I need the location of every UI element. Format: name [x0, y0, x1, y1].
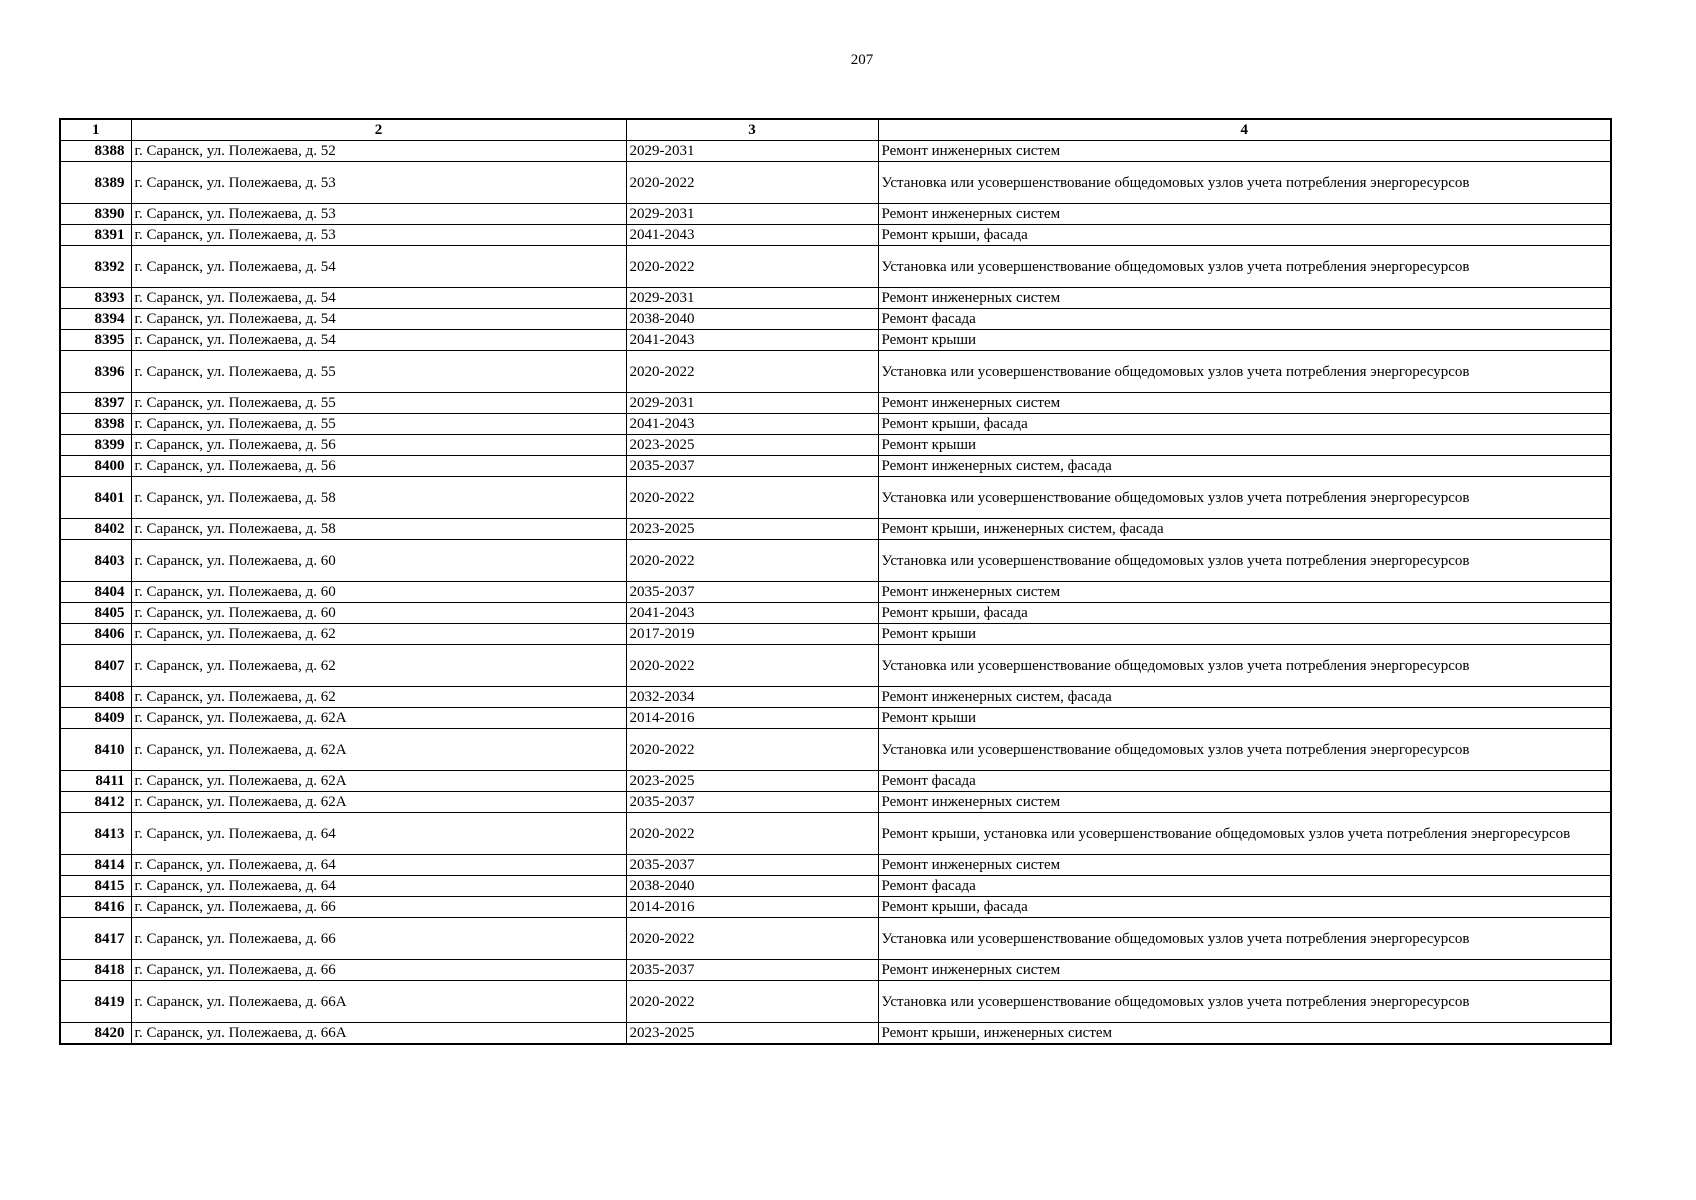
period-cell: 2020-2022 — [626, 351, 878, 393]
period-cell: 2020-2022 — [626, 918, 878, 960]
table-row — [60, 645, 1611, 687]
period-cell: 2023-2025 — [626, 435, 878, 456]
address-cell: г. Саранск, ул. Полежаева, д. 62 — [131, 645, 626, 687]
work-type-cell: Ремонт инженерных систем — [878, 855, 1611, 876]
work-type-cell: Ремонт крыши, инженерных систем — [878, 1023, 1611, 1045]
work-type-cell: Ремонт фасада — [878, 309, 1611, 330]
work-type-cell: Ремонт крыши, фасада — [878, 414, 1611, 435]
address-cell: г. Саранск, ул. Полежаева, д. 66А — [131, 981, 626, 1023]
work-type-cell: Установка или усовершенствование общедомовых узлов учета потребления энергоресурсов — [878, 246, 1611, 288]
table-row — [60, 330, 1611, 351]
address-cell: г. Саранск, ул. Полежаева, д. 55 — [131, 393, 626, 414]
table-row — [60, 813, 1611, 855]
work-type-cell: Ремонт фасада — [878, 876, 1611, 897]
work-type-cell: Ремонт крыши, фасада — [878, 225, 1611, 246]
period-cell: 2020-2022 — [626, 981, 878, 1023]
row-number: 8408 — [60, 687, 131, 708]
work-type-cell: Ремонт инженерных систем — [878, 141, 1611, 162]
row-number: 8400 — [60, 456, 131, 477]
period-cell: 2014-2016 — [626, 708, 878, 729]
work-type-cell: Ремонт крыши, фасада — [878, 603, 1611, 624]
address-cell: г. Саранск, ул. Полежаева, д. 60 — [131, 603, 626, 624]
row-number: 8409 — [60, 708, 131, 729]
row-number: 8419 — [60, 981, 131, 1023]
period-cell: 2020-2022 — [626, 645, 878, 687]
header-row — [60, 119, 1611, 141]
address-cell: г. Саранск, ул. Полежаева, д. 66А — [131, 1023, 626, 1045]
row-number: 8412 — [60, 792, 131, 813]
table-row — [60, 414, 1611, 435]
period-cell: 2020-2022 — [626, 162, 878, 204]
period-cell: 2038-2040 — [626, 309, 878, 330]
row-number: 8406 — [60, 624, 131, 645]
period-cell: 2035-2037 — [626, 792, 878, 813]
period-cell: 2029-2031 — [626, 204, 878, 225]
row-number: 8418 — [60, 960, 131, 981]
table-row — [60, 246, 1611, 288]
period-cell: 2020-2022 — [626, 729, 878, 771]
table-row — [60, 771, 1611, 792]
period-cell: 2020-2022 — [626, 813, 878, 855]
address-cell: г. Саранск, ул. Полежаева, д. 62А — [131, 771, 626, 792]
address-cell: г. Саранск, ул. Полежаева, д. 53 — [131, 162, 626, 204]
table-row — [60, 1023, 1611, 1045]
address-cell: г. Саранск, ул. Полежаева, д. 52 — [131, 141, 626, 162]
row-number: 8410 — [60, 729, 131, 771]
table-row — [60, 540, 1611, 582]
work-type-cell: Ремонт инженерных систем, фасада — [878, 456, 1611, 477]
row-number: 8403 — [60, 540, 131, 582]
work-type-cell: Установка или усовершенствование общедомовых узлов учета потребления энергоресурсов — [878, 918, 1611, 960]
period-cell: 2029-2031 — [626, 141, 878, 162]
period-cell: 2020-2022 — [626, 246, 878, 288]
row-number: 8395 — [60, 330, 131, 351]
table-row — [60, 204, 1611, 225]
work-type-cell: Ремонт крыши — [878, 330, 1611, 351]
work-type-cell: Установка или усовершенствование общедомовых узлов учета потребления энергоресурсов — [878, 981, 1611, 1023]
table-row — [60, 393, 1611, 414]
row-number: 8413 — [60, 813, 131, 855]
row-number: 8397 — [60, 393, 131, 414]
address-cell: г. Саранск, ул. Полежаева, д. 53 — [131, 204, 626, 225]
row-number: 8389 — [60, 162, 131, 204]
row-number: 8396 — [60, 351, 131, 393]
work-type-cell: Ремонт крыши, инженерных систем, фасада — [878, 519, 1611, 540]
work-type-cell: Установка или усовершенствование общедомовых узлов учета потребления энергоресурсов — [878, 729, 1611, 771]
address-cell: г. Саранск, ул. Полежаева, д. 56 — [131, 435, 626, 456]
table-row — [60, 162, 1611, 204]
work-type-cell: Ремонт фасада — [878, 771, 1611, 792]
address-cell: г. Саранск, ул. Полежаева, д. 62 — [131, 624, 626, 645]
table-body — [60, 141, 1611, 1045]
address-cell: г. Саранск, ул. Полежаева, д. 64 — [131, 813, 626, 855]
period-cell: 2032-2034 — [626, 687, 878, 708]
period-cell: 2023-2025 — [626, 519, 878, 540]
work-type-cell: Установка или усовершенствование общедомовых узлов учета потребления энергоресурсов — [878, 645, 1611, 687]
row-number: 8401 — [60, 477, 131, 519]
period-cell: 2041-2043 — [626, 603, 878, 624]
address-cell: г. Саранск, ул. Полежаева, д. 54 — [131, 246, 626, 288]
work-type-cell: Ремонт инженерных систем, фасада — [878, 687, 1611, 708]
column-header-4: 4 — [878, 119, 1611, 141]
row-number: 8391 — [60, 225, 131, 246]
table-row — [60, 477, 1611, 519]
table-row — [60, 981, 1611, 1023]
table-row — [60, 960, 1611, 981]
period-cell: 2023-2025 — [626, 771, 878, 792]
row-number: 8420 — [60, 1023, 131, 1045]
period-cell: 2035-2037 — [626, 855, 878, 876]
work-type-cell: Ремонт крыши, фасада — [878, 897, 1611, 918]
row-number: 8411 — [60, 771, 131, 792]
address-cell: г. Саранск, ул. Полежаева, д. 54 — [131, 288, 626, 309]
table-row — [60, 897, 1611, 918]
address-cell: г. Саранск, ул. Полежаева, д. 55 — [131, 414, 626, 435]
table-row — [60, 792, 1611, 813]
row-number: 8388 — [60, 141, 131, 162]
table-row — [60, 141, 1611, 162]
row-number: 8404 — [60, 582, 131, 603]
address-cell: г. Саранск, ул. Полежаева, д. 55 — [131, 351, 626, 393]
period-cell: 2041-2043 — [626, 225, 878, 246]
table-row — [60, 876, 1611, 897]
period-cell: 2041-2043 — [626, 414, 878, 435]
period-cell: 2020-2022 — [626, 477, 878, 519]
table-row — [60, 624, 1611, 645]
table-row — [60, 351, 1611, 393]
row-number: 8392 — [60, 246, 131, 288]
row-number: 8398 — [60, 414, 131, 435]
address-cell: г. Саранск, ул. Полежаева, д. 58 — [131, 477, 626, 519]
work-type-cell: Установка или усовершенствование общедомовых узлов учета потребления энергоресурсов — [878, 162, 1611, 204]
period-cell: 2041-2043 — [626, 330, 878, 351]
row-number: 8415 — [60, 876, 131, 897]
column-header-3: 3 — [626, 119, 878, 141]
period-cell: 2035-2037 — [626, 582, 878, 603]
table-row — [60, 729, 1611, 771]
table-row — [60, 855, 1611, 876]
work-type-cell: Ремонт инженерных систем — [878, 582, 1611, 603]
repair-schedule-table — [59, 118, 1612, 1045]
period-cell: 2029-2031 — [626, 288, 878, 309]
row-number: 8416 — [60, 897, 131, 918]
table-row — [60, 435, 1611, 456]
table-row — [60, 687, 1611, 708]
address-cell: г. Саранск, ул. Полежаева, д. 64 — [131, 855, 626, 876]
table-row — [60, 582, 1611, 603]
table-row — [60, 225, 1611, 246]
address-cell: г. Саранск, ул. Полежаева, д. 56 — [131, 456, 626, 477]
row-number: 8393 — [60, 288, 131, 309]
table-row — [60, 603, 1611, 624]
period-cell: 2020-2022 — [626, 540, 878, 582]
work-type-cell: Ремонт крыши — [878, 435, 1611, 456]
page-number: 207 — [850, 52, 874, 68]
address-cell: г. Саранск, ул. Полежаева, д. 54 — [131, 330, 626, 351]
address-cell: г. Саранск, ул. Полежаева, д. 53 — [131, 225, 626, 246]
address-cell: г. Саранск, ул. Полежаева, д. 54 — [131, 309, 626, 330]
address-cell: г. Саранск, ул. Полежаева, д. 64 — [131, 876, 626, 897]
table-row — [60, 456, 1611, 477]
address-cell: г. Саранск, ул. Полежаева, д. 58 — [131, 519, 626, 540]
address-cell: г. Саранск, ул. Полежаева, д. 66 — [131, 960, 626, 981]
period-cell: 2035-2037 — [626, 960, 878, 981]
period-cell: 2029-2031 — [626, 393, 878, 414]
work-type-cell: Ремонт инженерных систем — [878, 288, 1611, 309]
address-cell: г. Саранск, ул. Полежаева, д. 66 — [131, 897, 626, 918]
row-number: 8407 — [60, 645, 131, 687]
address-cell: г. Саранск, ул. Полежаева, д. 62А — [131, 729, 626, 771]
period-cell: 2038-2040 — [626, 876, 878, 897]
period-cell: 2014-2016 — [626, 897, 878, 918]
period-cell: 2023-2025 — [626, 1023, 878, 1045]
work-type-cell: Ремонт инженерных систем — [878, 960, 1611, 981]
row-number: 8394 — [60, 309, 131, 330]
work-type-cell: Установка или усовершенствование общедомовых узлов учета потребления энергоресурсов — [878, 351, 1611, 393]
table-row — [60, 708, 1611, 729]
address-cell: г. Саранск, ул. Полежаева, д. 62А — [131, 708, 626, 729]
address-cell: г. Саранск, ул. Полежаева, д. 62А — [131, 792, 626, 813]
column-header-1: 1 — [60, 119, 131, 141]
work-type-cell: Ремонт инженерных систем — [878, 393, 1611, 414]
work-type-cell: Установка или усовершенствование общедомовых узлов учета потребления энергоресурсов — [878, 477, 1611, 519]
work-type-cell: Ремонт крыши — [878, 708, 1611, 729]
row-number: 8414 — [60, 855, 131, 876]
row-number: 8399 — [60, 435, 131, 456]
row-number: 8402 — [60, 519, 131, 540]
row-number: 8390 — [60, 204, 131, 225]
address-cell: г. Саранск, ул. Полежаева, д. 60 — [131, 540, 626, 582]
address-cell: г. Саранск, ул. Полежаева, д. 66 — [131, 918, 626, 960]
table-row — [60, 288, 1611, 309]
column-header-2: 2 — [131, 119, 626, 141]
row-number: 8405 — [60, 603, 131, 624]
row-number: 8417 — [60, 918, 131, 960]
work-type-cell: Ремонт крыши — [878, 624, 1611, 645]
period-cell: 2017-2019 — [626, 624, 878, 645]
work-type-cell: Установка или усовершенствование общедомовых узлов учета потребления энергоресурсов — [878, 540, 1611, 582]
period-cell: 2035-2037 — [626, 456, 878, 477]
address-cell: г. Саранск, ул. Полежаева, д. 62 — [131, 687, 626, 708]
table-row — [60, 918, 1611, 960]
table-row — [60, 519, 1611, 540]
work-type-cell: Ремонт инженерных систем — [878, 204, 1611, 225]
table-row — [60, 309, 1611, 330]
work-type-cell: Ремонт крыши, установка или усовершенствование общедомовых узлов учета потребления энергоресурсов — [878, 813, 1611, 855]
work-type-cell: Ремонт инженерных систем — [878, 792, 1611, 813]
address-cell: г. Саранск, ул. Полежаева, д. 60 — [131, 582, 626, 603]
